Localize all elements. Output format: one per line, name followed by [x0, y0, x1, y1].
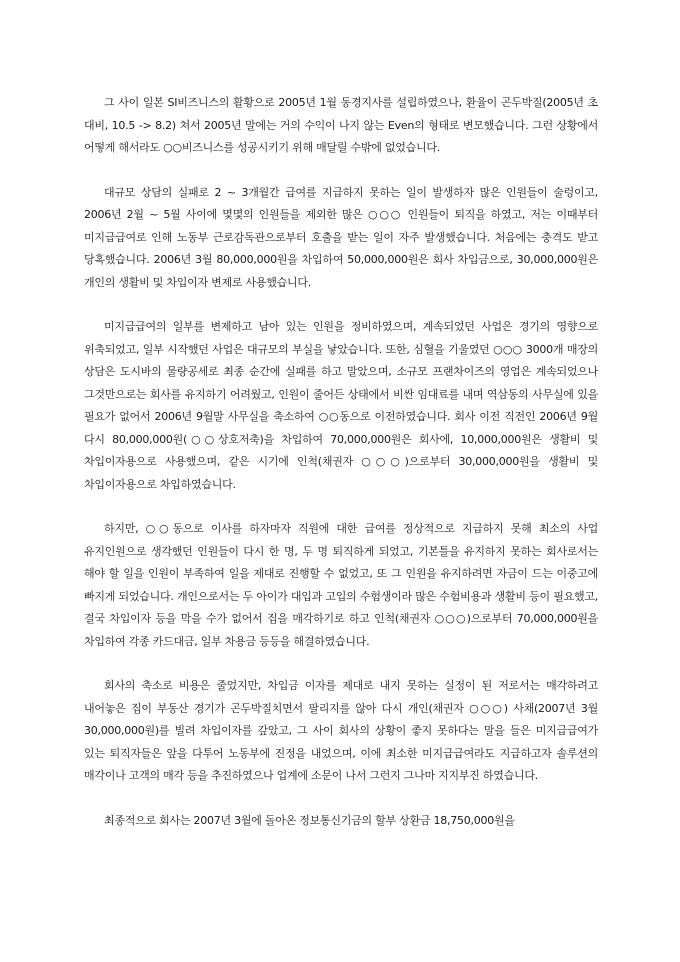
- paragraph-3: 미지급급여의 일부를 변제하고 남아 있는 인원을 정비하였으며, 계속되었던 사업은 경기의 영향으로 위축되었고, 일부 시작했던 사업은 대규모의 부실을 낳았습니다. 또한, 심혈을 기울였던 ○○○ 3000개 매장의 상담은 도시바의 물량공세로 최종 순간에 실패를 하고 말았으며, 소규모 프랜차이즈의 영업은 계속되었으나 그것만으로는 회사를 유지하기 어려웠고, 인원이 줄어든 상태에서 비싼 임대료를 내며 역삼동의 사무실에 있을 필요가 없어서 2006년 9월말 사무실을 축소하여 ○○동으로 이전하였습니다. 회사 이전 직전인 2006년 9월 다시 80,000,000원(○○상호저축)을 차입하여 70,000,000원은 회사에, 10,000,000원은 생활비 및 차입이자용으로 사용했으며, 같은 시기에 인척(채권자 ○○○)으로부터 30,000,000원을 생활비 및 차입이자용으로 차입하였습니다.: [84, 320, 598, 491]
- paragraph-1: 그 사이 일본 SI비즈니스의 활황으로 2005년 1월 동경지사를 설립하였으나, 환율이 곤두박질(2005년 초 대비, 10.5 -> 8.2) 쳐서 2005년 말에는 거의 수익이 나지 않는 Even의 형태로 변모했습니다. 그런 상황에서 어떻게 해서라도 ○○비즈니스를 성공시키기 위해 매달릴 수밖에 없었습니다.: [84, 96, 598, 154]
- paragraph-5: 회사의 축소로 비용은 줄었지만, 차입금 이자를 제대로 내지 못하는 실정이 된 저로서는 매각하려고 내어놓은 집이 부동산 경기가 곤두박질치면서 팔리지를 않아 다시 개인(채권자 ○○○) 사채(2007년 3월 30,000,000원)를 빌려 차입이자를 갚았고, 그 사이 회사의 상황이 좋지 못하다는 말을 들은 미지급급여가 있는 퇴직자들은 앞을 다투어 노동부에 진정을 내었으며, 이에 최소한 미지급급여라도 지급하고자 솔루션의 매각이나 고객의 매각 등을 추진하였으나 업계에 소문이 나서 그런지 그나마 지지부진 하였습니다.: [84, 679, 598, 782]
- document-body: [84, 92, 598, 854]
- paragraph-2: 대규모 상담의 실패로 2 ~ 3개월간 급여를 지급하지 못하는 일이 발생하자 많은 인원들이 술렁이고, 2006년 2월 ~ 5월 사이에 몇몇의 인원들을 제외한 많은 ○○○ 인원들이 퇴직을 하였고, 저는 이때부터 미지급급여로 인해 노동부 근로감독관으로부터 호출을 받는 일이 자주 발생했습니다. 처음에는 충격도 받고 당혹했습니다. 2006년 3월 80,000,000원을 차입하여 50,000,000원은 회사 차입금으로, 30,000,000원은 개인의 생활비 및 차입이자 변제로 사용했습니다.: [84, 185, 598, 289]
- paragraph-6: 최종적으로 회사는 2007년 3월에 돌아온 정보통신기금의 할부 상환금 18,750,000원을: [104, 813, 515, 827]
- paragraph-4: 하지만, ○○동으로 이사를 하자마자 직원에 대한 급여를 정상적으로 지급하지 못해 최소의 사업 유지인원으로 생각했던 인원들이 다시 한 명, 두 명 퇴직하게 되었고, 기본틀을 유지하지 못하는 회사로서는 해야 할 일을 인원이 부족하여 일을 제대로 진행할 수 없었고, 또 그 인원을 유지하려면 자금이 드는 이중고에 빠지게 되었습니다. 개인으로서는 두 아이가 대입과 고입의 수험생이라 많은 수험비용과 생활비 등이 필요했고, 결국 차입이자 등을 막을 수가 없어서 집을 매각하기로 하고 인척(채권자 ○○○)으로부터 70,000,000원을 차입하여 각종 카드대금, 일부 차용금 등등을 해결하였습니다.: [84, 522, 598, 648]
